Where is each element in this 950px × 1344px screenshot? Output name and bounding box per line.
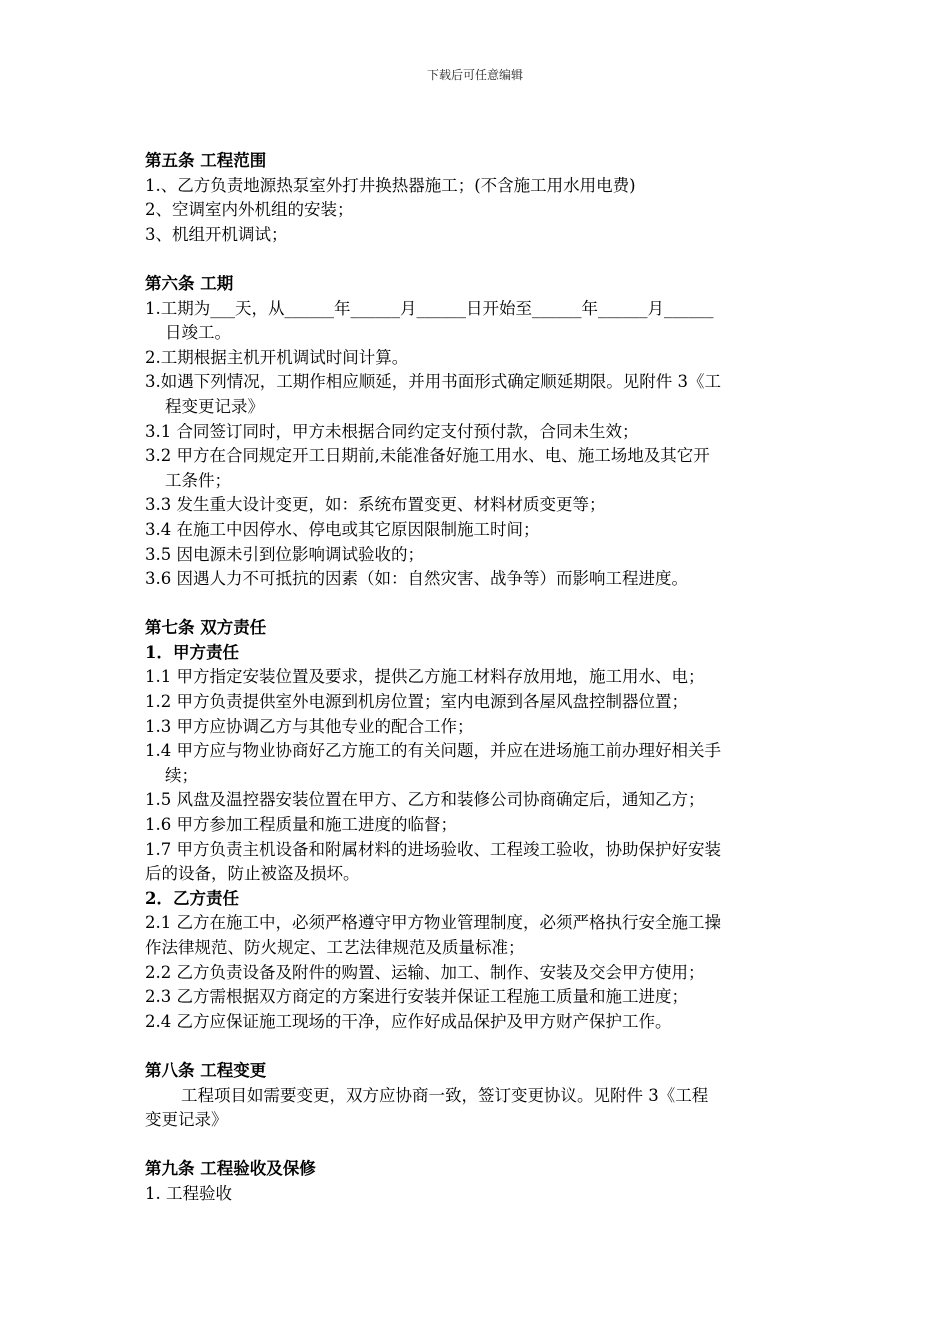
- text-line: 2.3 乙方需根据双方商定的方案进行安装并保证工程施工质量和施工进度；: [145, 987, 688, 1007]
- blank-line: [145, 1034, 807, 1059]
- text-line: 1.2 甲方负责提供室外电源到机房位置；室内电源到各屋风盘控制器位置；: [145, 692, 688, 712]
- section-heading: 1．甲方责任: [145, 642, 239, 662]
- text-line: 3.5 因电源未引到位影响调试验收的；: [145, 544, 424, 564]
- section-heading: 第六条 工期: [145, 273, 234, 293]
- text-line: 作法律规范、防火规定、工艺法律规范及质量标准；: [145, 938, 525, 957]
- text-line: 1.1 甲方指定安装位置及要求，提供乙方施工材料存放用地，施工用水、电；: [145, 667, 705, 687]
- text-line: 2.1 乙方在施工中，必须严格遵守甲方物业管理制度，必须严格执行安全施工操: [145, 913, 721, 933]
- text-line: 1.、乙方负责地源热泵室外打井换热器施工；(不含施工用水用电费): [145, 175, 636, 195]
- section-heading: 第九条 工程验收及保修: [145, 1159, 316, 1179]
- blank-line: [145, 1133, 807, 1158]
- text-line: 3.3 发生重大设计变更，如：系统布置变更、材料材质变更等；: [145, 495, 606, 515]
- text-line: 程变更记录》: [165, 396, 264, 416]
- text-line: 2、空调室内外机组的安装；: [145, 200, 354, 220]
- text-line: 2.2 乙方负责设备及附件的购置、运输、加工、制作、安装及交会甲方使用；: [145, 962, 705, 982]
- text-line: 1. 工程验收: [145, 1183, 232, 1203]
- text-line: 工程项目如需要变更，双方应协商一致，签订变更协议。见附件 3《工程: [181, 1085, 709, 1105]
- document-body: [145, 149, 807, 1207]
- text-line: 2.4 乙方应保证施工现场的干净，应作好成品保护及甲方财产保护工作。: [145, 1011, 672, 1031]
- text-line: 2.工期根据主机开机调试时间计算。: [145, 347, 409, 367]
- text-line: 3.如遇下列情况，工期作相应顺延，并用书面形式确定顺延期限。见附件 3《工: [145, 372, 721, 392]
- text-line: 3.6 因遇人力不可抵抗的因素（如：自然灾害、战争等）而影响工程进度。: [145, 569, 688, 589]
- text-line: 工条件；: [165, 470, 231, 490]
- text-line: 日竣工。: [165, 323, 231, 343]
- blank-line: [145, 592, 807, 617]
- text-line: 3.1 合同签订同时，甲方未根据合同约定支付预付款，合同未生效；: [145, 421, 639, 441]
- page-header: 下载后可任意编辑: [426, 68, 523, 82]
- text-line: 1.4 甲方应与物业协商好乙方施工的有关问题，并应在进场施工前办理好相关手: [145, 741, 721, 761]
- blank-line: [145, 247, 807, 272]
- text-line: 续；: [165, 765, 198, 785]
- text-line: 变更记录》: [145, 1110, 228, 1130]
- text-line: 3.2 甲方在合同规定开工日期前,未能准备好施工用水、电、施工场地及其它开: [145, 446, 710, 466]
- text-line: 后的设备，防止被盗及损坏。: [145, 864, 360, 884]
- text-line: 1.3 甲方应协调乙方与其他专业的配合工作；: [145, 716, 474, 736]
- section-heading: 第八条 工程变更: [145, 1060, 267, 1080]
- text-line: 3.4 在施工中因停水、停电或其它原因限制施工时间；: [145, 519, 540, 539]
- text-line: 1.6 甲方参加工程质量和施工进度的临督；: [145, 815, 457, 835]
- text-line: 1.工期为___天，从______年______月______日开始至______年______月______: [145, 298, 714, 318]
- section-heading: 第五条 工程范围: [145, 151, 267, 170]
- text-line: 1.5 风盘及温控器安装位置在甲方、乙方和装修公司协商确定后，通知乙方；: [145, 790, 705, 810]
- text-line: 1.7 甲方负责主机设备和附属材料的进场验收、工程竣工验收，协助保护好安装: [145, 839, 721, 859]
- section-heading: 第七条 双方责任: [145, 618, 267, 638]
- section-heading: 2．乙方责任: [145, 888, 239, 908]
- text-line: 3、机组开机调试；: [145, 224, 288, 244]
